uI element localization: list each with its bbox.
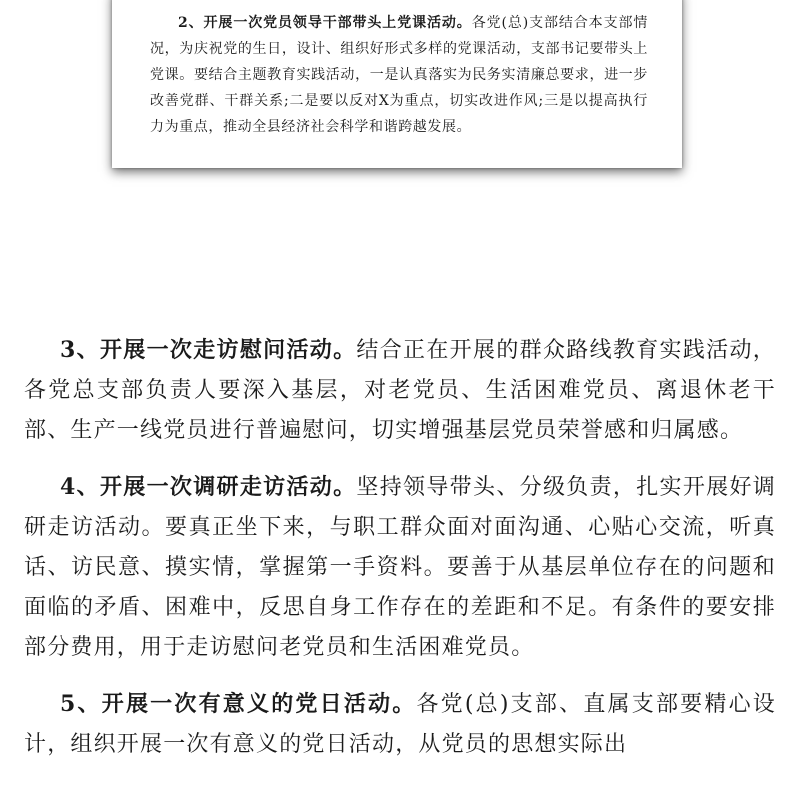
paragraph-3-text: 结合正在开展的群众路线教育实践活动，各党总支部负责人要深入基层，对老党员、生活困难党员、离退休老干部、生产一线党员进行普遍慰问，切实增强基层党员荣誉感和归属感。: [24, 338, 776, 443]
paragraph-5: [24, 684, 776, 765]
card-paragraph-lead: 2、开展一次党员领导干部带头上党课活动。: [178, 15, 472, 31]
paragraph-3-lead: 3、开展一次走访慰问活动。: [60, 337, 357, 363]
excerpt-card: [112, 0, 682, 168]
paragraph-3: [24, 330, 776, 451]
paragraph-4-lead: 4、开展一次调研走访活动。: [60, 474, 357, 500]
paragraph-4-text: 坚持领导带头、分级负责，扎实开展好调研走访活动。要真正坐下来，与职工群众面对面沟通、心贴心交流，听真话、访民意、摸实情，掌握第一手资料。要善于从基层单位存在的问题和面临的矛盾、困难中，反思自身工作存在的差距和不足。有条件的要安排部分费用，用于走访慰问老党员和生活困难党员。: [24, 475, 776, 660]
document-body: [24, 330, 776, 781]
paragraph-4: [24, 467, 776, 668]
paragraph-5-lead: 5、开展一次有意义的党日活动。: [60, 691, 417, 717]
card-paragraph: [150, 10, 648, 140]
card-paragraph-text: 各党(总)支部结合本支部情况，为庆祝党的生日，设计、组织好形式多样的党课活动，支部书记要带头上党课。要结合主题教育实践活动，一是认真落实为民务实清廉总要求，进一步改善党群、干群关系;二是要以反对X为重点，切实改进作风;三是以提高执行力为重点，推动全县经济社会科学和谐跨越发展。: [150, 15, 648, 135]
paragraph-5-text: 各党(总)支部、直属支部要精心设计，组织开展一次有意义的党日活动，从党员的思想实际出: [24, 692, 776, 757]
